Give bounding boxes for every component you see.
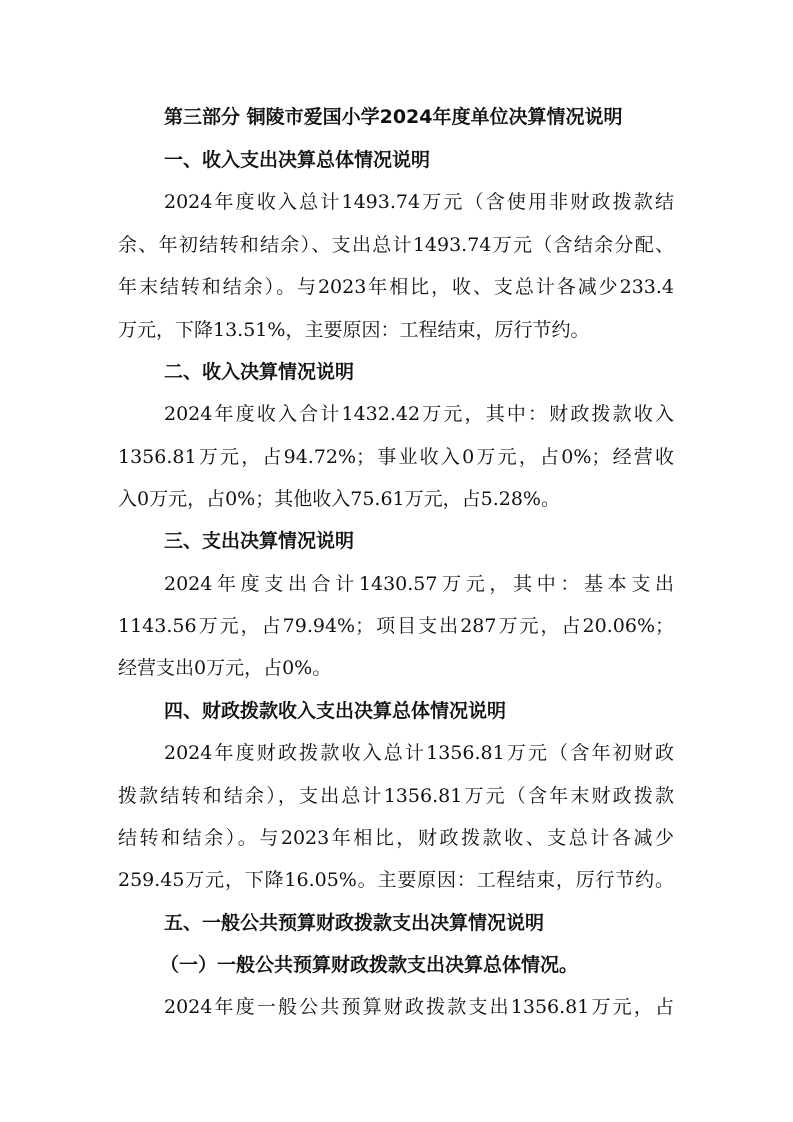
paragraph-line: 余、年初结转和结余）、支出总计1493.74万元（含结余分配、 [118,234,674,256]
page-title: 第三部分 铜陵市爱国小学2024年度单位决算情况说明 [164,106,623,128]
section-heading-3: 三、支出决算情况说明 [164,530,355,552]
paragraph-line: 1356.81万元，占94.72%；事业收入0万元，占0%；经营收 [118,446,674,468]
paragraph-line: 年末结转和结余）。与2023年相比，收、支总计各减少233.4 [118,276,674,298]
paragraph-line: 万元，下降13.51%，主要原因：工程结束，厉行节约。 [118,319,590,341]
paragraph-line: 结转和结余）。与2023年相比，财政拨款收、支总计各减少 [118,827,674,849]
paragraph-line: 259.45万元，下降16.05%。主要原因：工程结束，厉行节约。 [118,869,674,891]
paragraph-line: 1143.56万元，占79.94%；项目支出287万元，占20.06%； [118,615,674,637]
paragraph-line: 2024年度收入总计1493.74万元（含使用非财政拨款结 [164,191,674,213]
paragraph-line: 入0万元，占0%；其他收入75.61万元，占5.28%。 [118,488,560,510]
paragraph-line: 2024年度财政拨款收入总计1356.81万元（含年初财政 [164,742,674,764]
paragraph-line: 2024年度一般公共预算财政拨款支出1356.81万元，占 [164,996,674,1018]
subsection-heading: （一）一般公共预算财政拨款支出决算总体情况。 [160,954,579,976]
section-heading-5: 五、一般公共预算财政拨款支出决算情况说明 [164,912,545,934]
paragraph-line: 2024年度收入合计1432.42万元，其中：财政拨款收入 [164,403,674,425]
section-heading-2: 二、收入决算情况说明 [164,361,355,383]
section-heading-4: 四、财政拨款收入支出决算总体情况说明 [164,700,507,722]
section-heading-1: 一、收入支出决算总体情况说明 [164,149,431,171]
paragraph-line: 经营支出0万元，占0%。 [118,657,332,679]
paragraph-line: 2024年度支出合计1430.57万元，其中：基本支出 [164,573,674,595]
paragraph-line: 拨款结转和结余），支出总计1356.81万元（含年末财政拨款 [118,785,674,807]
